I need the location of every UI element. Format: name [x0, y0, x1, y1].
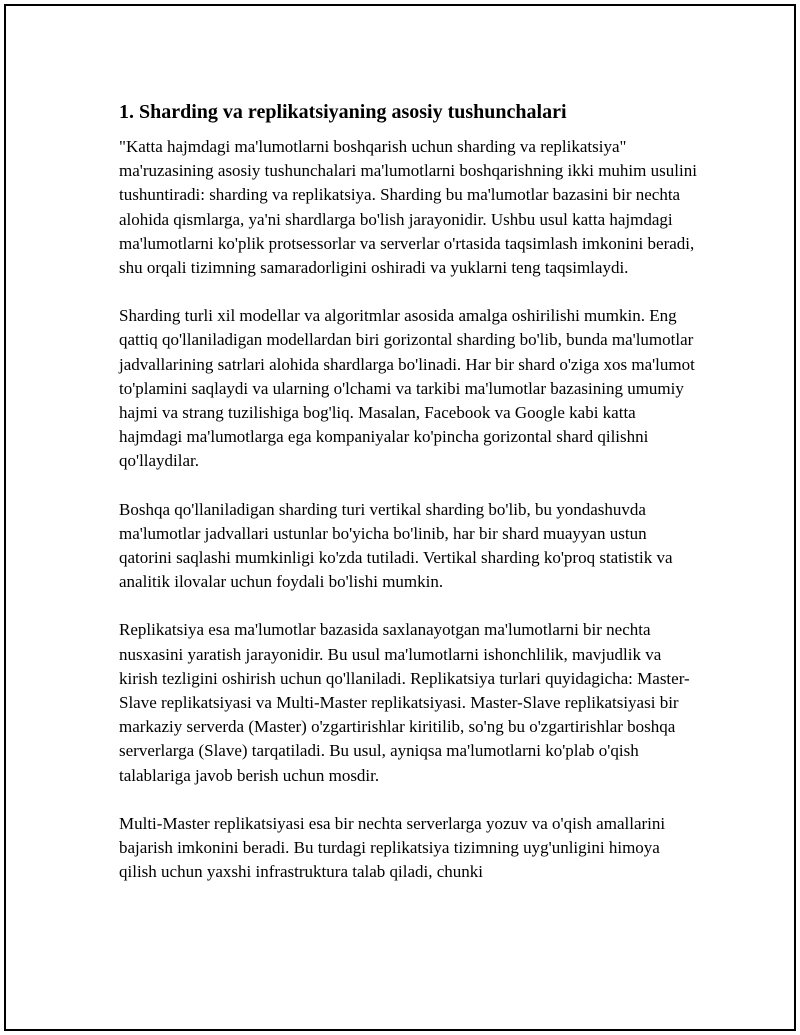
paragraph-1: "Katta hajmdagi ma'lumotlarni boshqarish uchun sharding va replikatsiya" ma'ruzasining asosiy tushunchalari ma'lumotlarni boshqarishning ikki muhim usulini tushuntiradi: sharding va replikatsiya. Sharding bu ma'lumotlar bazasini bir nechta alohida qismlarga, ya'ni shardlarga bo'lish jarayonidir. Ushbu usul katta hajmdagi ma'lumotlarni ko'plik protsessorlar va serverlar o'rtasida taqsimlash imkonini beradi, shu orqali tizimning samaradorligini oshiradi va yuklarni teng taqsimlaydi.: [119, 137, 697, 278]
paragraph-5: Multi-Master replikatsiyasi esa bir nechta serverlarga yozuv va o'qish amallarini bajarish imkonini beradi. Bu turdagi replikatsiya tizimning uyg'unligini himoya qilish uchun yaxshi infrastruktura talab qiladi, chunki: [119, 813, 666, 882]
paragraph-4: Replikatsiya esa ma'lumotlar bazasida saxlanayotgan ma'lumotlarni bir nechta nusxasini yaratish jarayonidir. Bu usul ma'lumotlarni ishonchlilik, mavjudlik va kirish tezligini oshirish uchun qo'llaniladi. Replikatsiya turlari quyidagicha: Master-Slave replikatsiyasi va Multi-Master replikatsiyasi. Master-Slave replikatsiyasi bir markaziy serverda (Master) o'zgartirishlar kiritilib, so'ng bu o'zgartirishlar boshqa serverlarga (Slave) tarqatiladi. Bu usul, ayniqsa ma'lumotlarni ko'plab o'qish talablariga javob berish uchun mosdir.: [119, 620, 690, 785]
paragraph-2: Sharding turli xil modellar va algoritmlar asosida amalga oshirilishi mumkin. Eng qattiq qo'llaniladigan modellardan biri gorizontal sharding bo'lib, bunda ma'lumotlar jadvallarining satrlari alohida shardlarga bo'linadi. Har bir shard o'ziga xos ma'lumot to'plamini saqlaydi va ularning o'lchami va tarkibi ma'lumotlar bazasining umumiy hajmi va strang tuzilishiga bog'liq. Masalan, Facebook va Google kabi katta hajmdagi ma'lumotlarga ega kompaniyalar ko'pincha gorizontal shard qilishni qo'llaydilar.: [119, 306, 695, 471]
paragraph-3: Boshqa qo'llaniladigan sharding turi vertikal sharding bo'lib, bu yondashuvda ma'lumotlar jadvallari ustunlar bo'yicha bo'linib, har bir shard muayyan ustun qatorini saqlashi mumkinligi ko'zda tutiladi. Vertikal sharding ko'proq statistik va analitik ilovalar uchun foydali bo'lishi mumkin.: [119, 499, 673, 592]
document-body: [119, 98, 699, 908]
page-frame: [4, 4, 796, 1031]
section-heading: 1. Sharding va replikatsiyaning asosiy tushunchalari: [119, 101, 567, 123]
